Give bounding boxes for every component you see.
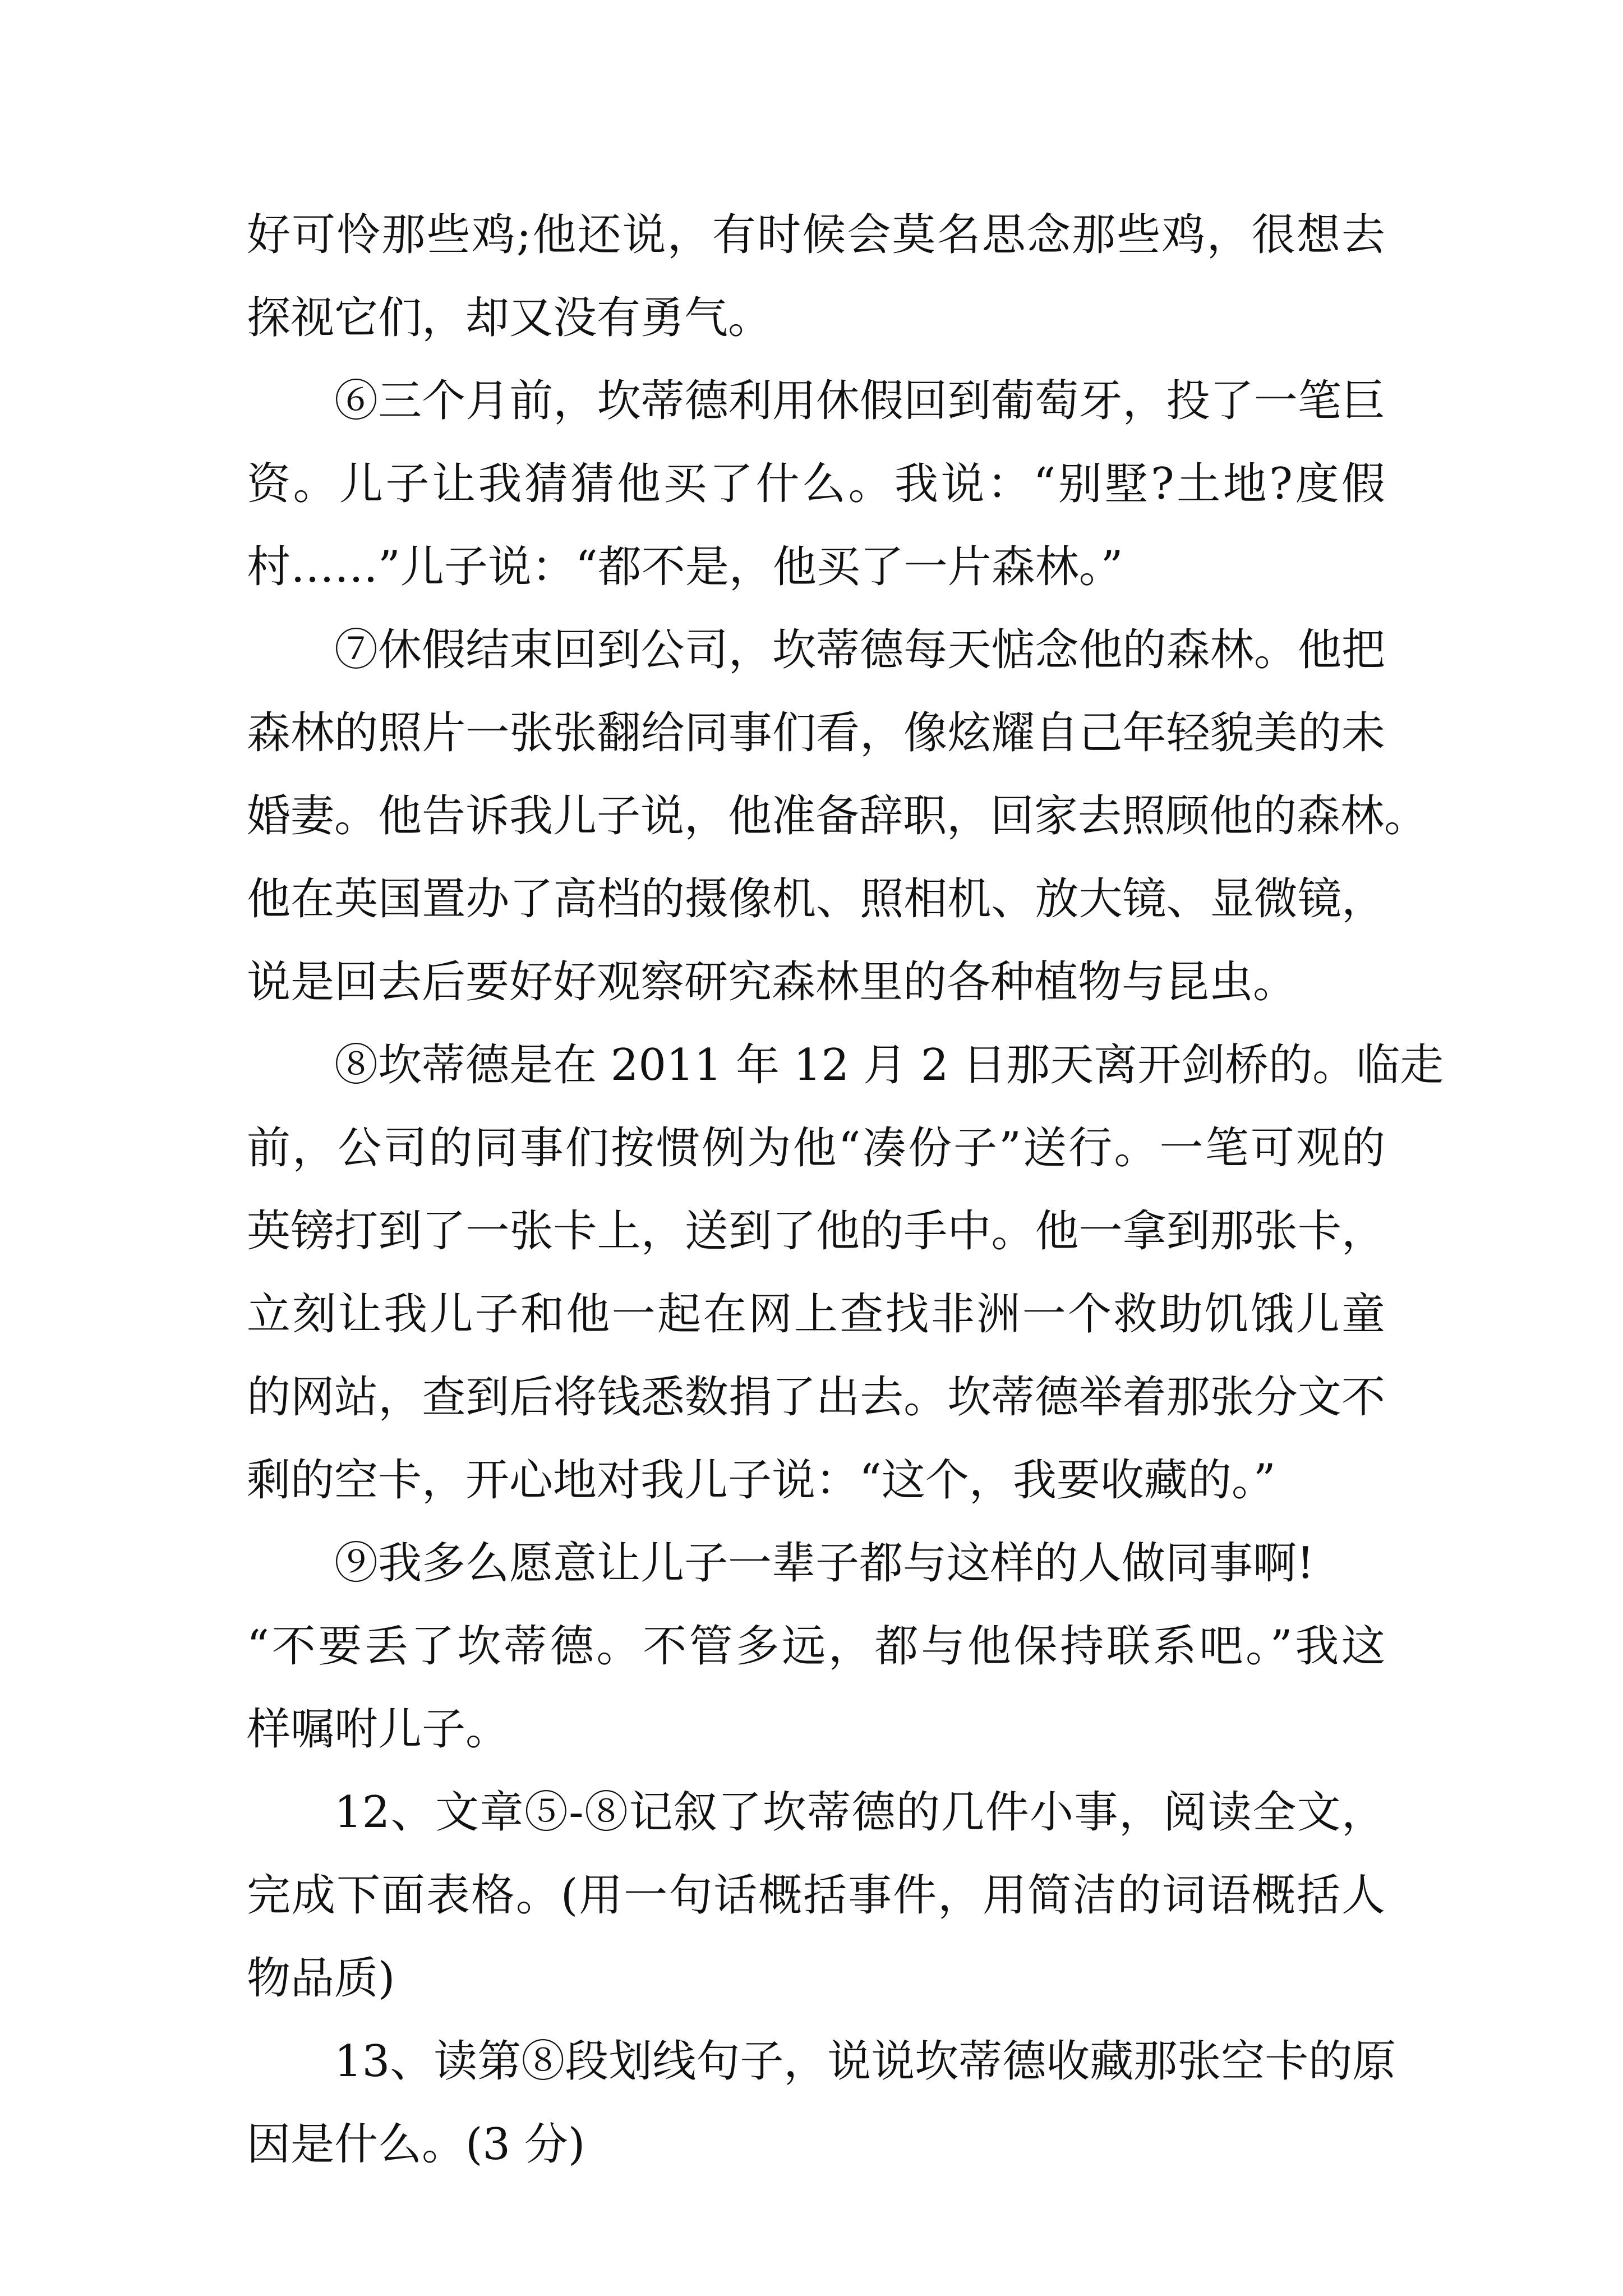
text-line: 他在英国置办了高档的摄像机、照相机、放大镜、显微镜，: [247, 874, 1385, 924]
text-line: 完成下面表格。(用一句话概括事件，用简洁的词语概括人: [247, 1870, 1385, 1921]
document-body: [247, 194, 1444, 2186]
text-line: 剩的空卡，开心地对我儿子说：“这个，我要收藏的。”: [247, 1455, 1276, 1506]
text-line: 12、文章⑤-⑧记叙了坎蒂德的几件小事，阅读全文，: [334, 1787, 1385, 1838]
paragraph-6: [247, 360, 1385, 609]
text-line: 婚妻。他告诉我儿子说，他准备辞职，回家去照顾他的森林。: [247, 791, 1428, 841]
paragraph-9: [247, 1522, 1385, 1771]
text-line: 说是回去后要好好观察研究森林里的各种植物与昆虫。: [247, 957, 1297, 1007]
text-line: 探视它们，却又没有勇气。: [247, 293, 772, 343]
question-13: [247, 2020, 1396, 2186]
paragraph-8: [247, 1024, 1444, 1522]
question-12: [247, 1771, 1385, 2020]
text-line: 的网站，查到后将钱悉数捐了出去。坎蒂德举着那张分文不: [247, 1372, 1385, 1423]
text-line: 前，公司的同事们按惯例为他“凑份子”送行。一笔可观的: [247, 1123, 1385, 1174]
text-line: 森林的照片一张张翻给同事们看，像炫耀自己年轻貌美的未: [247, 708, 1385, 758]
text-line: ⑦休假结束回到公司，坎蒂德每天惦念他的森林。他把: [334, 625, 1385, 675]
text-line: ⑥三个月前，坎蒂德利用休假回到葡萄牙，投了一笔巨: [334, 376, 1385, 426]
text-line: 样嘱咐儿子。: [247, 1704, 510, 1755]
text-line: 资。儿子让我猜猜他买了什么。我说：“别墅?土地?度假: [247, 459, 1385, 509]
paragraph-5-continued: [247, 194, 1385, 360]
text-line: “不要丢了坎蒂德。不管多远，都与他保持联系吧。”我这: [247, 1621, 1385, 1672]
text-line: 村……”儿子说：“都不是，他买了一片森林。”: [247, 542, 1123, 592]
paragraph-7: [247, 609, 1428, 1024]
text-line: 物品质): [247, 1953, 395, 2004]
text-line: 因是什么。(3 分): [247, 2119, 585, 2170]
text-line: 立刻让我儿子和他一起在网上查找非洲一个救助饥饿儿童: [247, 1289, 1385, 1340]
text-line: 13、读第⑧段划线句子，说说坎蒂德收藏那张空卡的原: [334, 2036, 1396, 2087]
text-line: ⑧坎蒂德是在 2011 年 12 月 2 日那天离开剑桥的。临走: [334, 1040, 1444, 1091]
text-line: 好可怜那些鸡;他还说，有时候会莫名思念那些鸡，很想去: [247, 210, 1385, 260]
text-line: ⑨我多么愿意让儿子一辈子都与这样的人做同事啊!: [334, 1538, 1315, 1589]
text-line: 英镑打到了一张卡上，送到了他的手中。他一拿到那张卡，: [247, 1206, 1385, 1257]
